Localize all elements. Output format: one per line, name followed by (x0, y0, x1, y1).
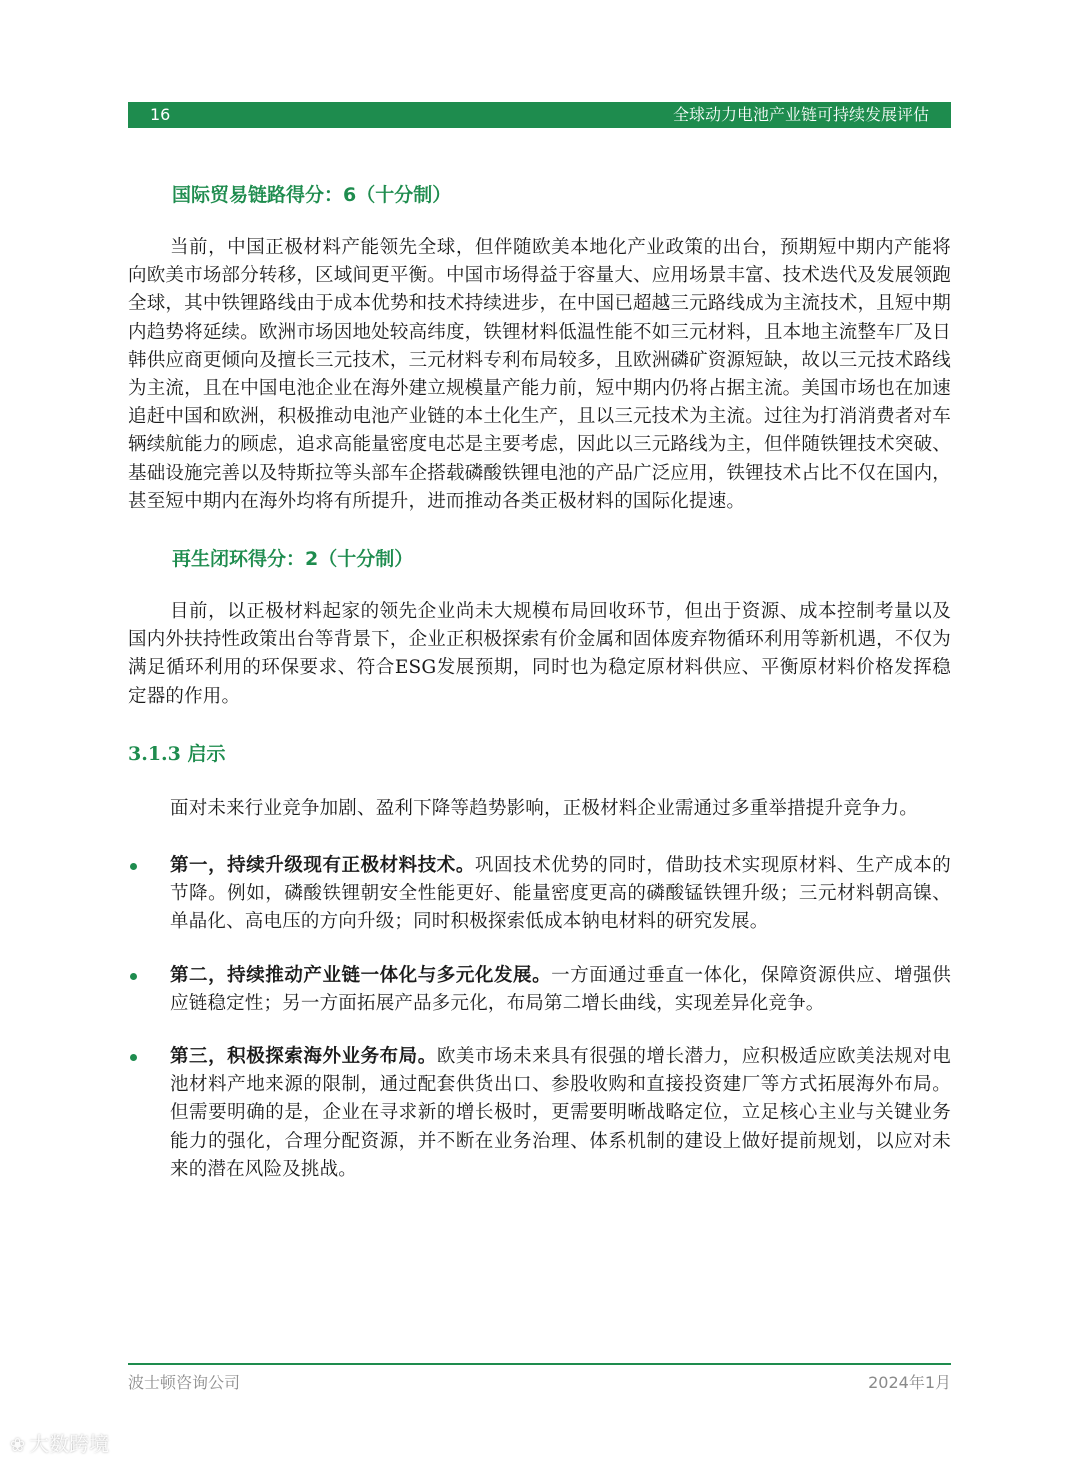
document-title: 全球动力电池产业链可持续发展评估 (672, 105, 929, 124)
watermark-text: 大数跨境 (29, 1432, 110, 1456)
bullet-dot-icon (130, 973, 137, 980)
bullet-item-1 (128, 852, 951, 937)
page-number: 16 (150, 105, 171, 124)
bullet-dot-icon (130, 1054, 137, 1061)
page-content (128, 180, 951, 1184)
bullet-item-3 (128, 1043, 951, 1184)
recycle-score-heading: 再生闭环得分：2（十分制） (172, 548, 414, 571)
bullet-lead: 第二，持续推动产业链一体化与多元化发展。 (170, 964, 552, 986)
recycle-paragraph: 目前，以正极材料起家的领先企业尚未大规模布局回收环节，但出于资源、成本控制考量以及国内外扶持性政策出台等背景下，企业正积极探索有价金属和固体废弃物循环利用等新机遇，不仅为满足循环利用的环保要求、符合ESG发展预期，同时也为稳定原材料供应、平衡原材料价格发挥稳定器的作用。 (128, 601, 951, 707)
insight-bullet-list (128, 852, 951, 1184)
watermark (10, 1430, 109, 1460)
trade-score-heading: 国际贸易链路得分：6（十分制） (172, 184, 452, 206)
bullet-dot-icon (130, 863, 137, 870)
bullet-item-2 (128, 962, 951, 1018)
trade-paragraph: 当前，中国正极材料产能领先全球，但伴随欧美本地化产业政策的出台，预期短中期内产能将向欧美市场部分转移，区域间更平衡。中国市场得益于容量大、应用场景丰富、技术迭代及发展领跑全球，其中铁锂路线由于成本优势和技术持续进步，在中国已超越三元路线成为主流技术，且短中期内趋势将延续。欧洲市场因地处较高纬度，铁锂材料低温性能不如三元材料，且本地主流整车厂及日韩供应商更倾向及擅长三元技术，三元材料专利布局较多，且欧洲磷矿资源短缺，故以三元技术路线为主流，且在中国电池企业在海外建立规模量产能力前，短中期内仍将占据主流。美国市场也在加速追赶中国和欧洲，积极推动电池产业链的本土化生产，且以三元技术为主流。过往为打消消费者对车辆续航能力的顾虑，追求高能量密度电芯是主要考虑，因此以三元路线为主，但伴随铁锂技术突破、基础设施完善以及特斯拉等头部车企搭载磷酸铁锂电池的产品广泛应用，铁锂技术占比不仅在国内，甚至短中期内在海外均将有所提升，进而推动各类正极材料的国际化提速。 (128, 237, 951, 512)
bullet-lead: 第一，持续升级现有正极材料技术。 (170, 855, 475, 877)
bullet-text: 一方面通过垂直一体化，保障资源供应、增强供应链稳定性；另一方面拓展产品多元化，布局第二增长曲线，实现差异化竞争。 (170, 964, 951, 1014)
insight-paragraph: 面对未来行业竞争加剧、盈利下降等趋势影响，正极材料企业需通过多重举措提升竞争力。 (170, 797, 919, 819)
bullet-lead: 第三，积极探索海外业务布局。 (170, 1046, 437, 1068)
bullet-text: 欧美市场未来具有很强的增长潜力，应积极适应欧美法规对电池材料产地来源的限制，通过配套供货出口、参股收购和直接投资建厂等方式拓展海外布局。但需要明确的是，企业在寻求新的增长极时，更需要明晰战略定位，立足核心主业与关键业务能力的强化，合理分配资源，并不断在业务治理、体系机制的建设上做好提前规划，以应对未来的潜在风险及挑战。 (170, 1046, 951, 1180)
insight-heading: 3.1.3 启示 (128, 742, 226, 765)
bullet-text: 巩固技术优势的同时，借助技术实现原材料、生产成本的节降。例如，磷酸铁锂朝安全性能更好、能量密度更高的磷酸锰铁锂升级；三元材料朝高镍、单晶化、高电压的方向升级；同时积极探索低成本钠电材料的研究发展。 (170, 855, 951, 933)
weibo-logo-icon: ❀ (10, 1435, 26, 1456)
footer-company: 波士顿咨询公司 (128, 1373, 241, 1392)
page-header-bar (128, 102, 951, 128)
footer-divider (128, 1363, 951, 1365)
footer-date: 2024年1月 (868, 1373, 951, 1392)
